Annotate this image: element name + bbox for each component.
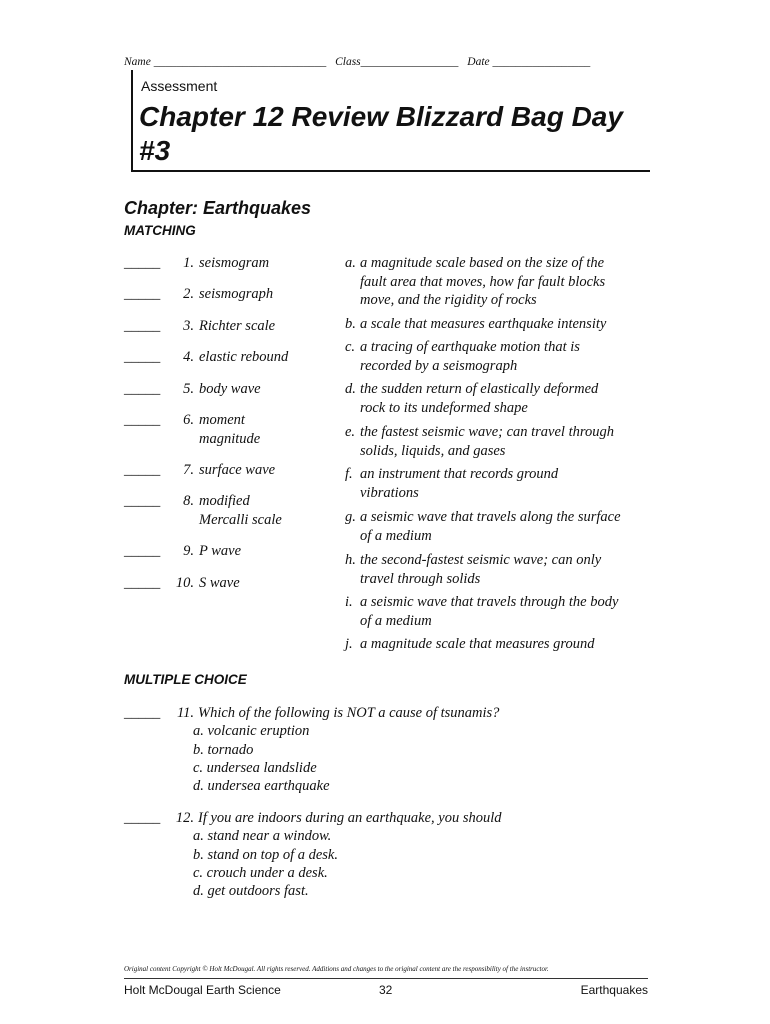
definition-text: move, and the rigidity of rocks (360, 292, 537, 308)
definition-text: a seismic wave that travels along the surface (360, 509, 621, 525)
definition-text: rock to its undeformed shape (360, 399, 528, 416)
term-number: 1. (183, 255, 194, 271)
answer-blank[interactable]: _____ (124, 349, 161, 365)
answer-blank[interactable]: _____ (124, 381, 161, 397)
matching-definition (345, 338, 655, 375)
definition-text: the fastest seismic wave; can travel through (360, 424, 614, 440)
matching-term (124, 411, 260, 449)
term-text: surface wave (199, 462, 276, 478)
term-text: moment (199, 412, 245, 428)
answer-blank[interactable]: _____ (124, 493, 161, 509)
term-number: 3. (183, 318, 194, 334)
page-number: 32 (379, 983, 393, 997)
answer-option: d. get outdoors fast. (193, 883, 309, 900)
matching-term (124, 542, 241, 561)
chapter-heading: Chapter: Earthquakes (124, 198, 312, 218)
definition-letter: a. (345, 255, 356, 271)
answer-blank[interactable]: _____ (124, 705, 161, 721)
answer-blank[interactable]: _____ (124, 255, 161, 271)
matching-term (124, 492, 282, 530)
term-text: S wave (199, 575, 240, 591)
matching-definition (345, 551, 655, 588)
definition-text: a magnitude scale based on the size of the (360, 255, 605, 271)
term-number: 2. (183, 286, 194, 302)
matching-definition (345, 593, 655, 630)
term-text: elastic rebound (199, 349, 289, 365)
matching-definition (345, 508, 655, 545)
term-number: 9. (183, 543, 194, 559)
copyright-notice: Original content Copyright © Holt McDougal. All rights reserved. Additions and changes to the original content are the responsibility of the instructor. (124, 965, 549, 973)
matching-definition (345, 315, 655, 334)
matching-term (124, 574, 240, 593)
footer-divider (124, 978, 648, 979)
term-text: Mercalli scale (199, 512, 282, 528)
assessment-label: Assessment (141, 78, 218, 94)
definition-letter: j. (345, 636, 353, 652)
answer-blank[interactable]: _____ (124, 810, 161, 826)
definition-letter: f. (345, 466, 353, 482)
term-number: 4. (183, 349, 194, 365)
question-text: Which of the following is NOT a cause of tsunamis? (198, 705, 500, 721)
definition-text: the second-fastest seismic wave; can only (360, 552, 602, 568)
answer-option: b. tornado (193, 741, 254, 758)
title-block (131, 70, 650, 172)
matching-term (124, 461, 275, 480)
answer-option: b. stand on top of a desk. (193, 846, 338, 863)
answer-option: c. undersea landslide (193, 759, 317, 776)
question-number: 12. (175, 810, 194, 826)
student-info-line (124, 56, 596, 68)
answer-blank[interactable]: _____ (124, 462, 161, 478)
question-11 (124, 704, 499, 795)
definition-text: solids, liquids, and gases (360, 442, 506, 459)
date-field[interactable]: Date _________________ (467, 56, 591, 68)
term-text: seismogram (199, 255, 270, 271)
term-number: 10. (175, 575, 194, 591)
definition-letter: b. (345, 316, 356, 332)
definition-text: of a medium (360, 612, 432, 629)
page-title: Chapter 12 Review Blizzard Bag Day #3 (139, 101, 623, 166)
question-text: If you are indoors during an earthquake, you should (198, 810, 502, 826)
matching-term (124, 380, 261, 399)
matching-definition (345, 254, 655, 310)
class-field[interactable]: Class_________________ (335, 56, 459, 68)
matching-definition (345, 380, 655, 417)
matching-term (124, 254, 269, 273)
answer-blank[interactable]: _____ (124, 286, 161, 302)
definition-text: recorded by a seismograph (360, 357, 518, 374)
definition-text: an instrument that records ground (360, 466, 559, 482)
definition-letter: c. (345, 339, 356, 355)
footer-publisher: Holt McDougal Earth Science (124, 983, 281, 997)
question-12 (124, 809, 502, 900)
answer-option: a. stand near a window. (193, 828, 332, 845)
term-number: 5. (183, 381, 194, 397)
answer-blank[interactable]: _____ (124, 543, 161, 559)
definition-text: fault area that moves, how far fault blocks (360, 273, 606, 290)
definition-text: a scale that measures earthquake intensity (360, 316, 607, 332)
term-text: Richter scale (199, 318, 276, 334)
definition-letter: e. (345, 424, 356, 440)
name-field[interactable]: Name ______________________________ (124, 56, 327, 68)
multiple-choice-heading: MULTIPLE CHOICE (124, 672, 247, 687)
matching-definition (345, 635, 655, 654)
definition-text: the sudden return of elastically deformed (360, 381, 599, 397)
term-number: 6. (183, 412, 194, 428)
definition-text: a seismic wave that travels through the body (360, 594, 619, 610)
definition-text: travel through solids (360, 570, 481, 587)
question-number: 11. (176, 705, 194, 721)
term-text: seismograph (199, 286, 274, 302)
term-number: 8. (183, 493, 194, 509)
term-text: P wave (199, 543, 242, 559)
matching-term (124, 285, 273, 304)
matching-definition (345, 465, 655, 502)
definition-text: of a medium (360, 527, 432, 544)
answer-blank[interactable]: _____ (124, 412, 161, 428)
answer-option: a. volcanic eruption (193, 723, 310, 740)
definition-text: a tracing of earthquake motion that is (360, 339, 580, 355)
definition-letter: g. (345, 509, 356, 525)
matching-term (124, 348, 288, 367)
term-number: 7. (183, 462, 194, 478)
definition-text: a magnitude scale that measures ground (360, 636, 595, 652)
term-text: body wave (199, 381, 261, 397)
answer-blank[interactable]: _____ (124, 575, 161, 591)
definition-text: vibrations (360, 484, 419, 501)
matching-term (124, 317, 275, 336)
term-text: magnitude (199, 431, 261, 447)
footer-chapter: Earthquakes (580, 983, 648, 997)
definition-letter: d. (345, 381, 356, 397)
term-text: modified (199, 493, 250, 509)
answer-blank[interactable]: _____ (124, 318, 161, 334)
matching-definition (345, 423, 655, 460)
matching-heading: MATCHING (124, 223, 196, 238)
definition-letter: h. (345, 552, 356, 568)
definition-letter: i. (345, 594, 353, 610)
answer-option: c. crouch under a desk. (193, 864, 328, 881)
answer-option: d. undersea earthquake (193, 778, 330, 795)
